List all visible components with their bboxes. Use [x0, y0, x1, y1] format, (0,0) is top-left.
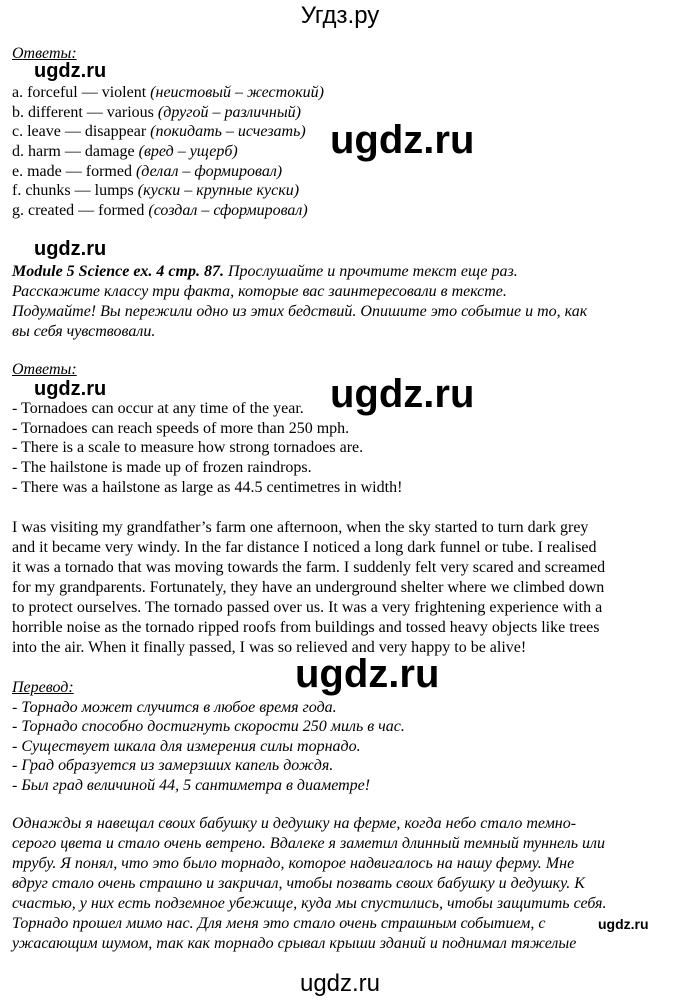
story-line: and it became very windy. In the far distance I noticed a long dark funnel or tube. I realised: [12, 539, 597, 556]
list-item: b. different — various (другой – различный): [12, 103, 301, 121]
list-item: - Торнадо способно достигнуть скорости 250 миль в час.: [12, 718, 405, 736]
task-line: Module 5 Science ex. 4 стр. 87. Прослушайте и прочтите текст еще раз.: [12, 263, 518, 280]
list-item: - There is a scale to measure how strong tornadoes are.: [12, 439, 364, 457]
list-item: - Град образуется из замерзших капель дождя.: [12, 757, 334, 775]
list-item: - Был град величиной 44, 5 сантиметра в диаметре!: [12, 776, 371, 794]
task-line: вы себя чувствовали.: [12, 323, 156, 340]
list-item: c. leave — disappear (покидать – исчезать): [12, 123, 306, 141]
task-ref: Module 5 Science ex. 4 стр. 87.: [12, 263, 224, 280]
story-line: I was visiting my grandfather’s farm one afternoon, when the sky started to turn dark grey: [12, 519, 589, 536]
story-line: Торнадо прошел мимо нас. Для меня это стало очень страшным событием, с: [12, 915, 546, 932]
list-item: - There was a hailstone as large as 44.5 centimetres in width!: [12, 478, 403, 496]
story-line: трубу. Я понял, что это было торнадо, которое надвигалось на нашу ферму. Мне: [12, 855, 575, 872]
list-item: - Tornadoes can occur at any time of the year.: [12, 400, 304, 418]
watermark: ugdz.ru: [34, 378, 107, 400]
story-line: it was a tornado that was moving towards the farm. I suddenly felt very scared and screamed: [12, 559, 606, 576]
story-line: for my grandparents. Fortunately, they have an underground shelter where we climbed down: [12, 579, 605, 596]
story-ru: [12, 814, 672, 954]
story-line: вдруг стало очень страшно и закричал, чтобы позвать своих бабушку и дедушку. К: [12, 875, 585, 892]
task-line: Расскажите классу три факта, которые вас заинтересовали в тексте.: [12, 283, 507, 300]
watermark: ugdz.ru: [34, 238, 107, 260]
story-line: horrible noise as the tornado ripped roofs from buildings and tossed heavy objects like trees: [12, 619, 600, 636]
list-item: - Tornadoes can reach speeds of more than 250 mph.: [12, 419, 350, 437]
watermark: ugdz.ru: [330, 372, 475, 416]
story-line: ужасающим шумом, так как торнадо срывал крыши зданий и поднимал тяжелые: [12, 935, 577, 952]
list-item: e. made — formed (делал – формировал): [12, 162, 283, 180]
list-item: - Существует шкала для измерения силы торнадо.: [12, 737, 361, 755]
list-item: a. forceful — violent (неистовый – жестокий): [12, 84, 325, 102]
site-title: Угдз.ру: [300, 2, 380, 29]
answers1-label: Ответы:: [12, 45, 77, 62]
story-line: into the air. When it finally passed, I was so relieved and very happy to be alive!: [12, 639, 527, 656]
task-line: Подумайте! Вы пережили одно из этих бедствий. Опишите это событие и то, как: [12, 303, 588, 320]
list-item: - Торнадо может случится в любое время года.: [12, 698, 337, 716]
watermark: ugdz.ru: [330, 118, 475, 162]
watermark: ugdz.ru: [295, 652, 440, 696]
list-item: f. chunks — lumps (куски – крупные куски): [12, 182, 300, 200]
list-item: g. created — formed (создал – сформировал): [12, 201, 308, 219]
translation-label: Перевод:: [12, 679, 74, 696]
footer-site: ugdz.ru: [299, 970, 381, 997]
watermark: ugdz.ru: [598, 916, 649, 932]
story-line: Однажды я навещал своих бабушку и дедушку на ферме, когда небо стало темно-: [12, 815, 577, 832]
story-en: [12, 518, 672, 658]
list-item: d. harm — damage (вред – ущерб): [12, 142, 238, 160]
task-section: [12, 262, 672, 342]
story-line: серого цвета и стало очень ветрено. Вдалеке я заметил длинный темный туннель или: [12, 835, 605, 852]
watermark: ugdz.ru: [34, 60, 107, 82]
list-item: - The hailstone is made up of frozen raindrops.: [12, 458, 312, 476]
story-line: счастью, у них есть подземное убежище, куда мы спустились, чтобы защитить себя.: [12, 895, 607, 912]
story-line: to protect ourselves. The tornado passed over us. It was a very frightening experience with a: [12, 599, 603, 616]
answers2-label: Ответы:: [12, 361, 77, 378]
